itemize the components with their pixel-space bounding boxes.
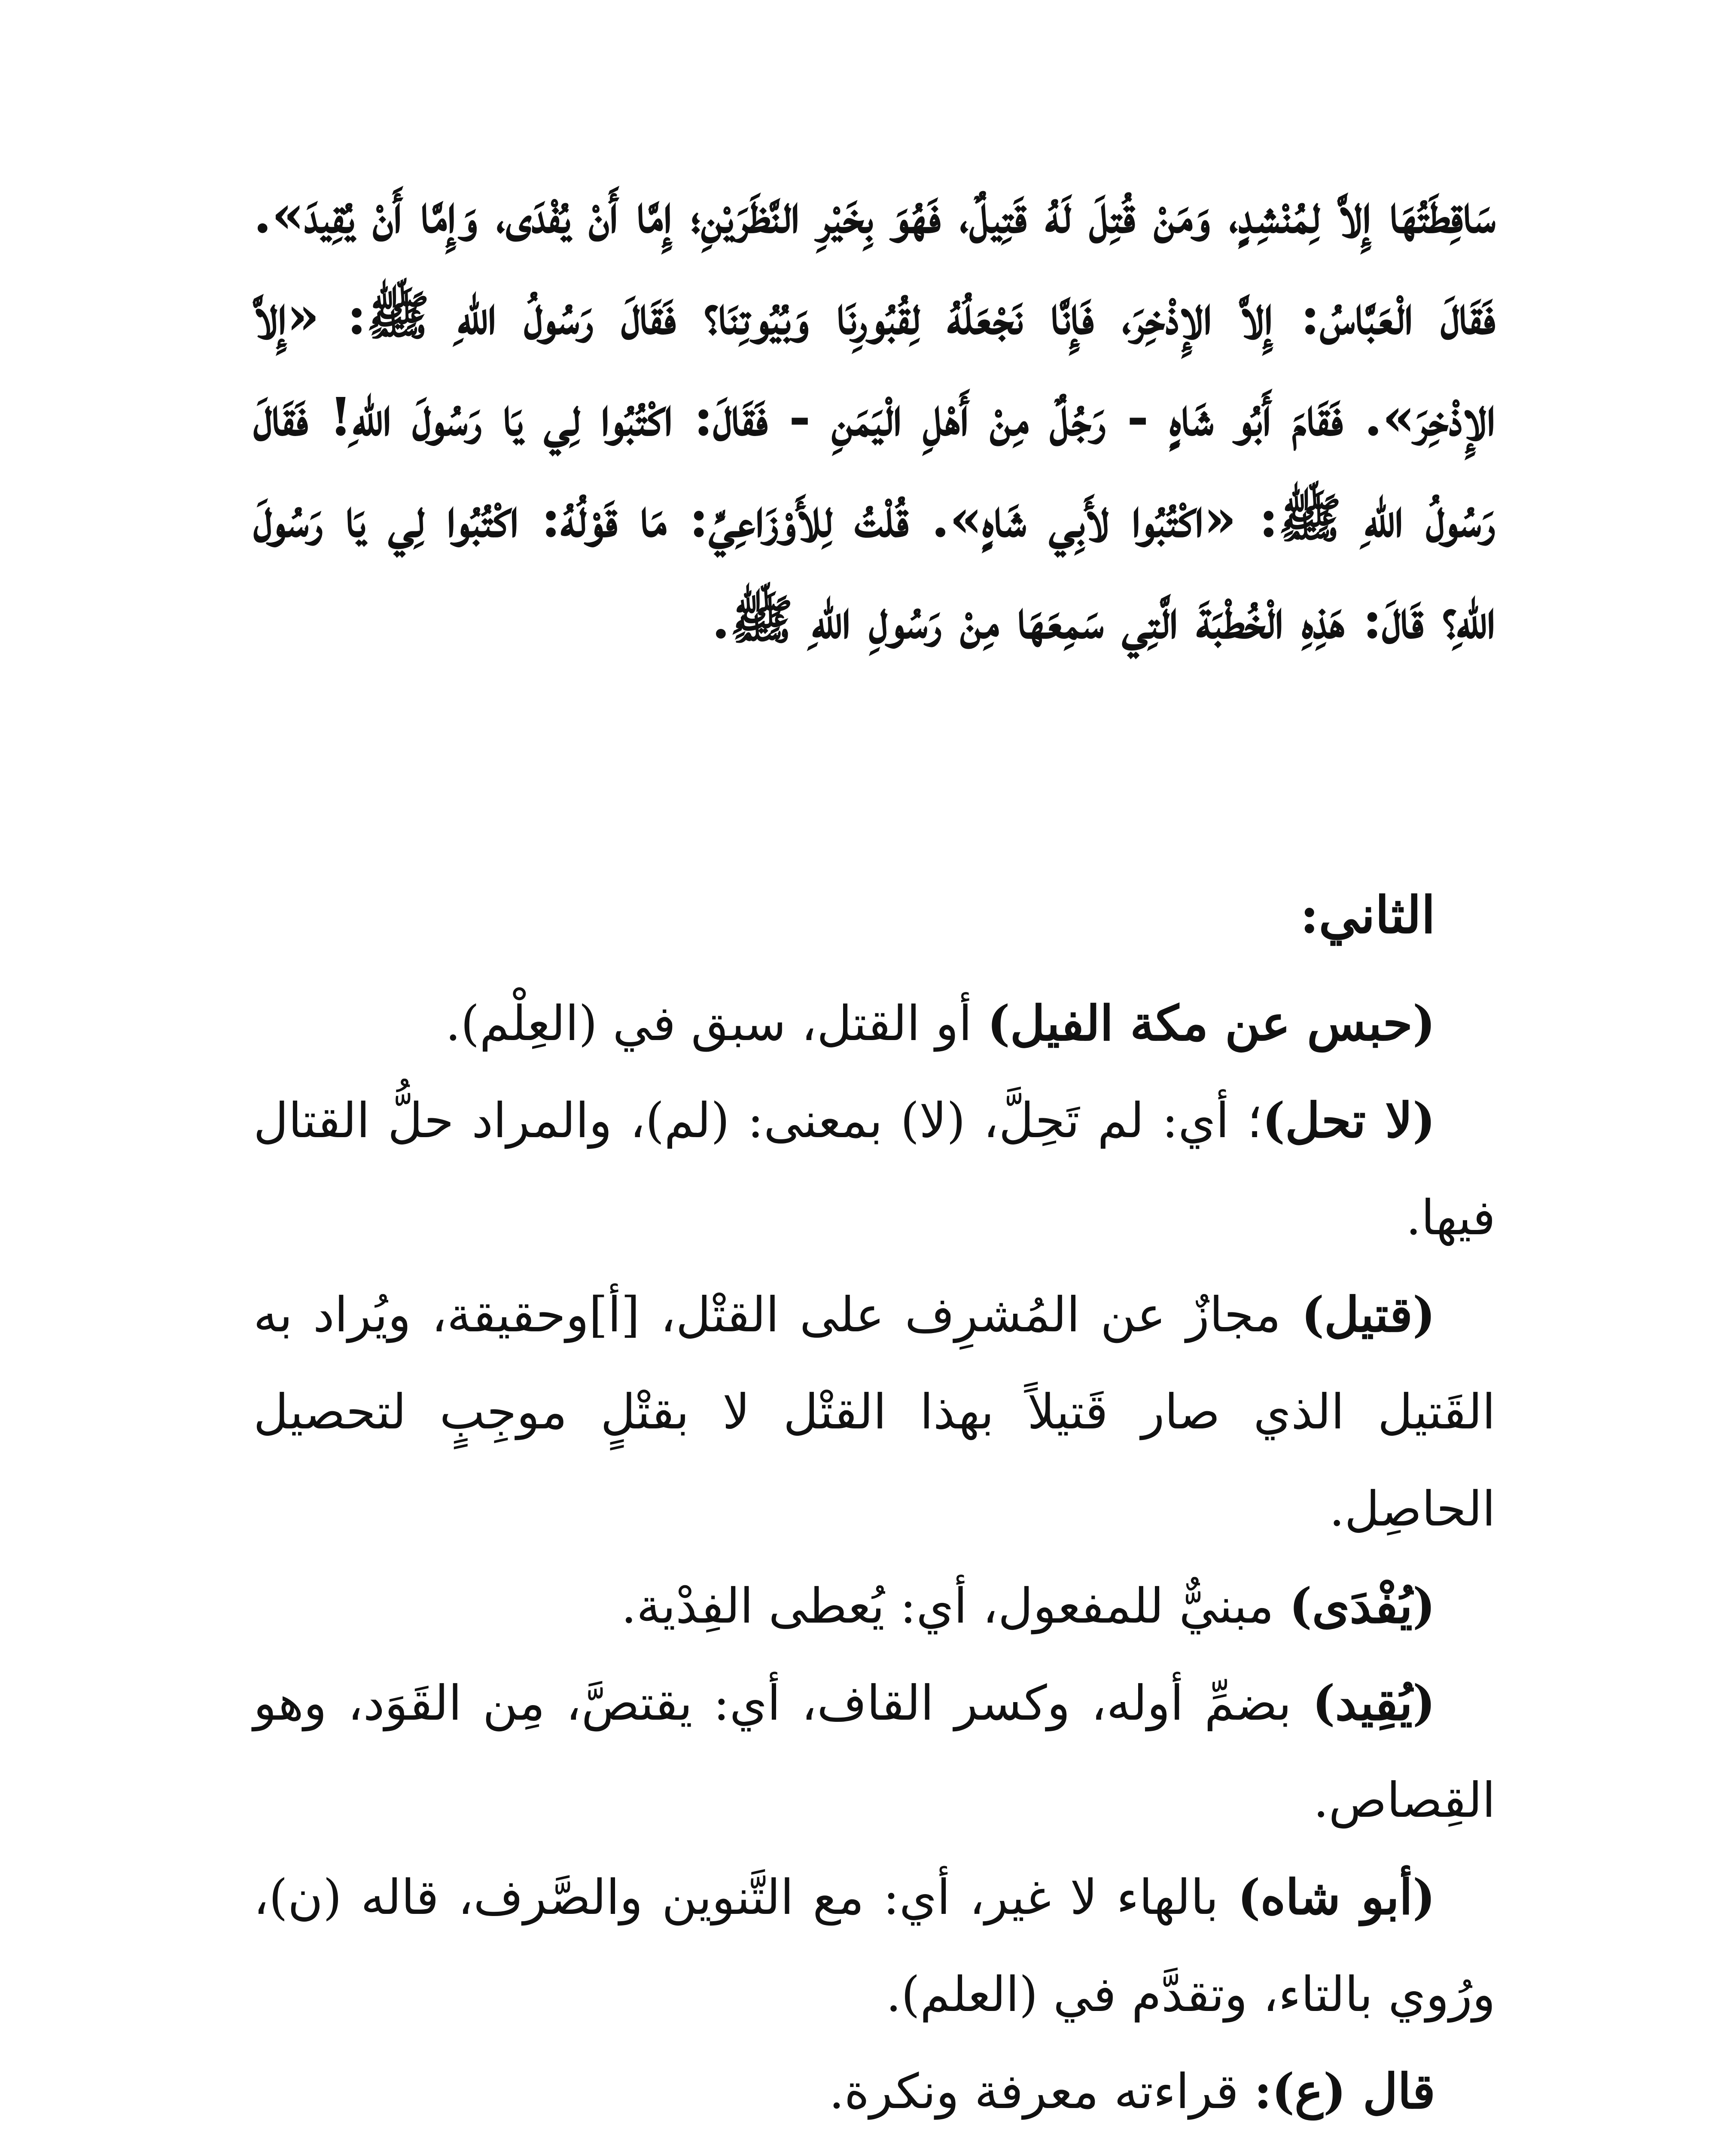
note-term: (قتيل) — [1301, 1287, 1435, 1343]
commentary-notes — [253, 975, 1495, 2140]
note-term: (أبو شاه) — [1237, 1869, 1435, 1925]
note-text: ؛ أي: لم تَحِلَّ، (لا) بمعنى: (لم)، والمراد حلُّ القتال فيها. — [253, 1093, 1495, 1246]
note-paragraph — [253, 1072, 1495, 1266]
hadith-paragraph: سَاقِطَتُهَا إِلاَّ لِمُنْشِدٍ، وَمَنْ قُتِلَ لَهُ قَتِيلٌ، فَهُوَ بِخَيْرِ النَّظَرَيْنِ؛ إِمَّا أَنْ يُفْدَى، وَإِمَّا أَنْ يُقِيدَ». فَقَالَ الْعَبَّاسُ: إِلاَّ الإِذْخِرَ، فَإِنَّا نَجْعَلُهُ لِقُبُورِنَا وَبُيُوتِنَا؟ فَقَالَ رَسُولُ اللهِ ﷺ: «إِلاَّ الإِذْخِرَ». فَقَامَ أَبُو شَاهٍ - رَجُلٌ مِنْ أَهْلِ الْيَمَنِ - فَقَالَ: اكْتُبُوا لِي يَا رَسُولَ اللهِ! فَقَالَ رَسُولُ اللهِ ﷺ: «اكْتُبُوا لأَبِي شَاهٍ». قُلْتُ لِلأَوْزَاعِيِّ: مَا قَوْلُهُ: اكْتُبُوا لِي يَا رَسُولَ اللهِ؟ قَالَ: هَذِهِ الْخُطْبَةَ الَّتِي سَمِعَهَا مِنْ رَسُولِ اللهِ ﷺ. — [253, 183, 1495, 650]
note-term: (لا تحل) — [1262, 1092, 1436, 1149]
note-text: أو القتل، سبق في (العِلْم). — [445, 996, 987, 1052]
note-paragraph — [253, 1558, 1495, 1655]
note-term: (حبس عن مكة الفيل) — [987, 995, 1435, 1052]
note-text: بالهاء لا غير، أي: مع التَّنوين والصَّرف، قاله (ن)، ورُوي بالتاء، وتقدَّم في (العلم). — [253, 1870, 1495, 2023]
note-text: قراءته معرفة ونكرة. — [829, 2064, 1254, 2120]
note-paragraph — [253, 1266, 1495, 1558]
note-text: بضمِّ أوله، وكسر القاف، أي: يقتصَّ، مِن القَوَد، وهو القِصاص. — [253, 1675, 1495, 1828]
note-term: قال (ع): — [1254, 2063, 1435, 2120]
note-text: مجازٌ عن المُشرِف على القتْل، [أ]وحقيقة، ويُراد به القَتيل الذي صار قَتيلاً بهذا القتْل لا بقتْلٍ موجِبٍ لتحصيل الحاصِل. — [253, 1287, 1495, 1537]
note-paragraph — [253, 1655, 1495, 1849]
note-paragraph — [253, 2043, 1495, 2140]
note-paragraph — [253, 975, 1495, 1072]
section-heading: الثاني: — [1300, 885, 1435, 945]
note-term: (يُقِيد) — [1312, 1675, 1435, 1731]
note-paragraph — [253, 1849, 1495, 2043]
note-text: مبنيٌّ للمفعول، أي: يُعطى الفِدْية. — [621, 1578, 1289, 1634]
note-term: (يُفْدَى) — [1289, 1578, 1435, 1634]
